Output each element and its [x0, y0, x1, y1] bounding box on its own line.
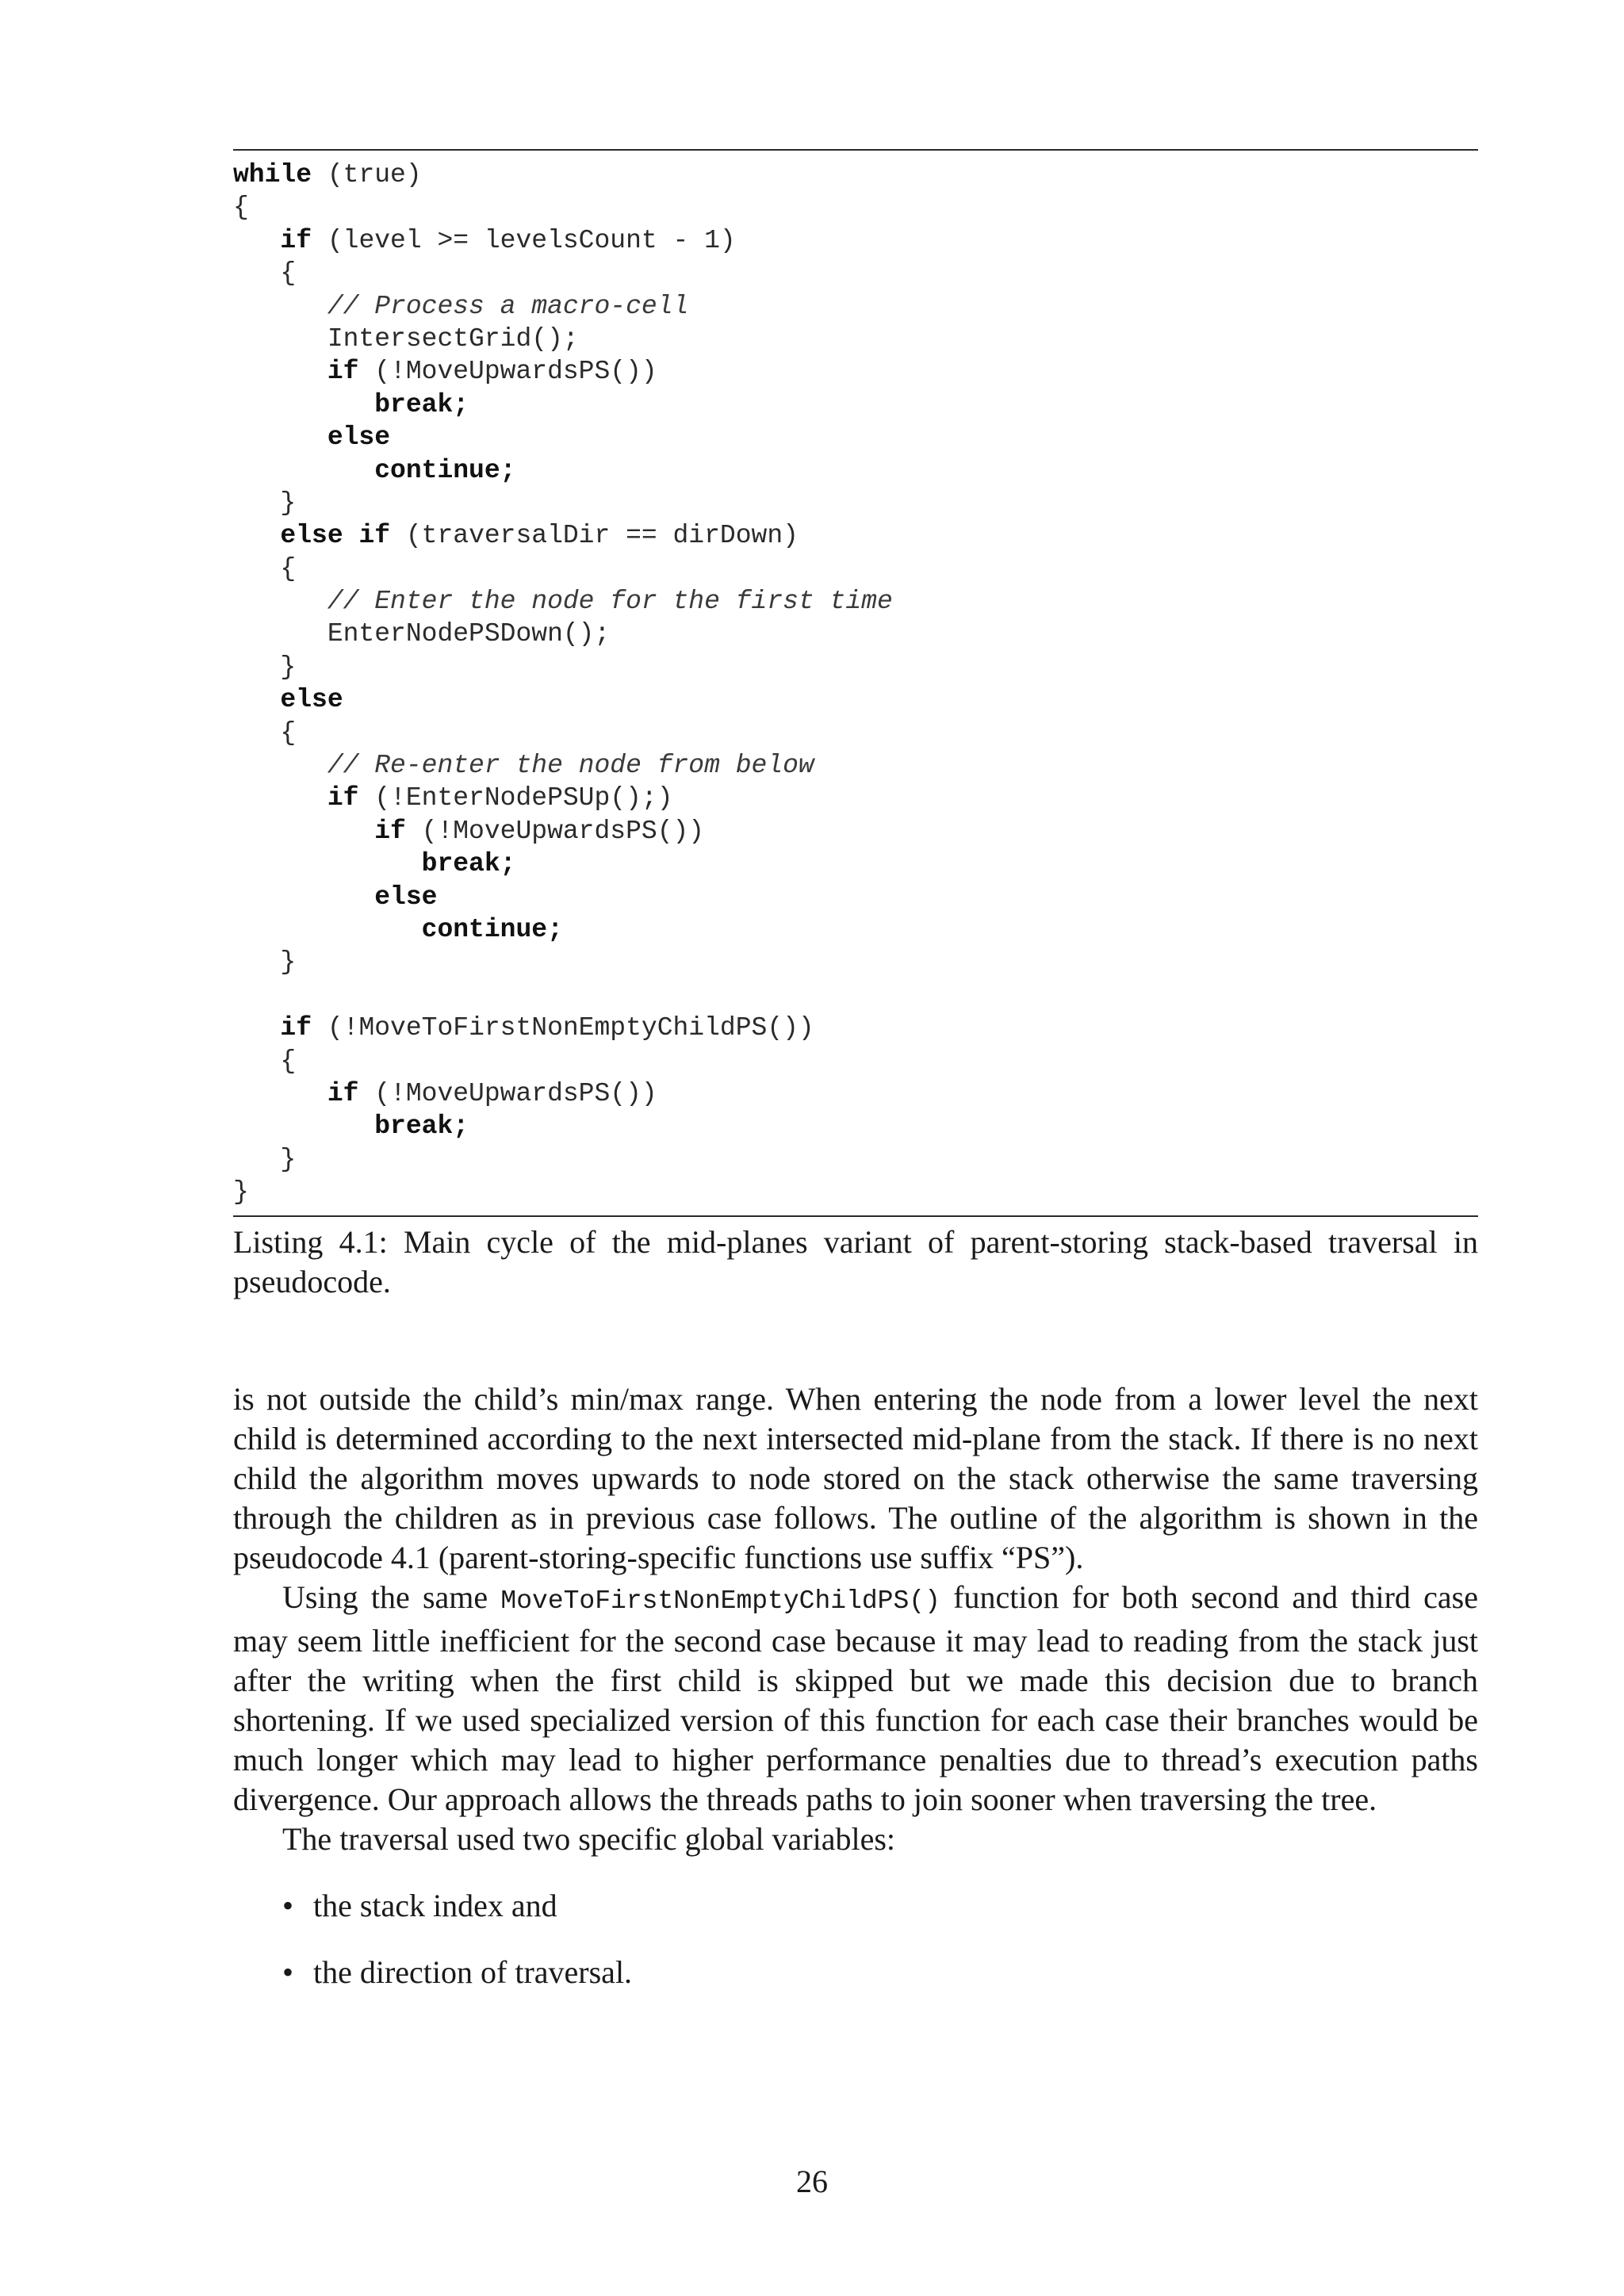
code-keyword: if — [327, 783, 359, 813]
code-line — [233, 651, 1478, 683]
list-item-text: the stack index and — [313, 1888, 557, 1923]
code-line — [233, 782, 1478, 814]
code-keyword: while — [233, 160, 312, 189]
page-number: 26 — [796, 2164, 828, 2199]
code-comment: // Re-enter the node from below — [327, 751, 814, 781]
code-line — [233, 290, 1478, 323]
code-line — [233, 1045, 1478, 1077]
code-line — [233, 749, 1478, 782]
code-line — [233, 553, 1478, 585]
code-indent — [233, 226, 280, 255]
list-item — [233, 1953, 1478, 1992]
code-indent — [233, 521, 280, 550]
code-line — [233, 519, 1478, 552]
code-text: (!MoveUpwardsPS()) — [358, 357, 657, 387]
code-line — [233, 946, 1478, 978]
code-line — [233, 585, 1478, 618]
code-indent — [233, 456, 374, 485]
listing-caption: Listing 4.1: Main cycle of the mid-planes variant of parent-storing stack-based traversal in pseudocode. — [233, 1224, 1478, 1299]
code-indent — [233, 849, 422, 878]
code-keyword: break; — [421, 849, 516, 879]
code-keyword: else — [280, 685, 343, 715]
code-text: (!EnterNodePSUp();) — [358, 783, 673, 813]
code-keyword: else — [374, 882, 438, 912]
code-indent — [233, 718, 280, 748]
code-text: } — [233, 1177, 249, 1207]
code-line — [233, 979, 1478, 1012]
code-line — [233, 618, 1478, 650]
code-indent — [233, 1079, 327, 1108]
code-line — [233, 1176, 1478, 1208]
code-indent — [233, 751, 327, 780]
code-line — [233, 881, 1478, 913]
inline-code-function-name: MoveToFirstNonEmptyChildPS() — [500, 1586, 940, 1616]
code-keyword: if — [280, 225, 312, 255]
code-indent — [233, 357, 327, 386]
code-line — [233, 257, 1478, 289]
code-text: IntersectGrid(); — [327, 323, 579, 354]
code-line — [233, 913, 1478, 946]
code-text: (!MoveToFirstNonEmptyChildPS()) — [312, 1013, 814, 1043]
code-indent — [233, 423, 327, 452]
code-text: } — [280, 1144, 297, 1174]
code-text: { — [280, 258, 297, 289]
list-item-text: the direction of traversal. — [313, 1954, 633, 1990]
list-item — [233, 1886, 1478, 1926]
code-line — [233, 1110, 1478, 1142]
code-text: (true) — [312, 160, 422, 189]
code-indent — [233, 258, 280, 288]
code-indent — [233, 652, 280, 682]
code-text: } — [280, 947, 297, 978]
code-indent — [233, 488, 280, 518]
code-line — [233, 388, 1478, 421]
code-line — [233, 159, 1478, 191]
code-text: } — [280, 652, 297, 682]
code-line — [233, 421, 1478, 453]
paragraph-2 — [233, 1578, 1478, 1820]
paragraph-2-start: Using the same — [282, 1579, 501, 1615]
code-text: (!MoveUpwardsPS()) — [405, 816, 705, 846]
code-text: (traversalDir == dirDown) — [390, 521, 799, 551]
code-text: { — [280, 1046, 297, 1076]
code-keyword: continue; — [374, 455, 516, 485]
code-keyword: if — [280, 1013, 312, 1043]
code-line — [233, 1012, 1478, 1044]
code-line — [233, 683, 1478, 716]
bullet-icon: • — [282, 1954, 294, 1990]
code-listing — [233, 159, 1478, 1209]
code-text: { — [280, 718, 297, 748]
code-comment: // Process a macro-cell — [327, 291, 689, 321]
code-indent — [233, 587, 327, 616]
code-text: (!MoveUpwardsPS()) — [358, 1078, 657, 1108]
paragraph-3: The traversal used two specific global variables: — [282, 1821, 896, 1857]
code-indent — [233, 1112, 374, 1141]
code-indent — [233, 619, 327, 649]
code-indent — [233, 817, 374, 846]
code-indent — [233, 783, 327, 813]
code-line — [233, 191, 1478, 224]
code-keyword: if — [327, 357, 359, 387]
code-indent — [233, 915, 422, 944]
code-line — [233, 454, 1478, 487]
code-text: { — [233, 193, 249, 223]
code-text: (level >= levelsCount - 1) — [312, 225, 736, 255]
code-text: EnterNodePSDown(); — [327, 619, 611, 649]
code-keyword: break; — [374, 1112, 469, 1142]
paragraph-2-end: function for both second and third case may seem little inefficient for the second case because it may lead to reading from the stack just after the writing when the first child is skipped but we made this decision due to branch shortening. If we used specialized version of this function for each case their branches would be much longer which may lead to higher performance penalties due to thread’s execution paths divergence. Our approach allows the threads paths to join sooner when traversing the tree. — [233, 1579, 1478, 1817]
code-line — [233, 224, 1478, 257]
listing-top-rule — [233, 149, 1478, 151]
code-indent — [233, 685, 280, 714]
code-line — [233, 1077, 1478, 1110]
body-text — [233, 1380, 1478, 2019]
code-line — [233, 487, 1478, 519]
code-line — [233, 717, 1478, 749]
code-keyword: continue; — [421, 914, 563, 944]
code-text: { — [280, 553, 297, 584]
code-indent — [233, 292, 327, 321]
bullet-icon: • — [282, 1888, 294, 1923]
code-indent — [233, 1047, 280, 1076]
paragraph-1: is not outside the child’s min/max range. When entering the node from a lower level the next child is determined according to the next intersected mid-plane from the stack. If there is no next child the algorithm moves upwards to node stored on the stack otherwise the same traversing through the children as in previous case follows. The outline of the algorithm is shown in the pseudocode 4.1 (parent-storing-specific functions use suffix “PS”). — [233, 1381, 1478, 1575]
code-indent — [233, 947, 280, 977]
code-line — [233, 355, 1478, 388]
code-keyword: if — [374, 816, 406, 846]
code-keyword: break; — [374, 389, 469, 419]
code-indent — [233, 882, 374, 912]
code-indent — [233, 390, 374, 419]
code-line — [233, 815, 1478, 848]
code-indent — [233, 554, 280, 584]
code-line — [233, 848, 1478, 880]
bullet-list — [233, 1886, 1478, 1992]
code-comment: // Enter the node for the first time — [327, 587, 893, 617]
listing-bottom-rule — [233, 1215, 1478, 1217]
code-keyword: else if — [280, 521, 391, 551]
code-indent — [233, 1013, 280, 1043]
code-keyword: else — [327, 423, 391, 453]
code-text: } — [280, 488, 297, 518]
code-keyword: if — [327, 1078, 359, 1108]
code-line — [233, 323, 1478, 355]
code-line — [233, 1143, 1478, 1176]
code-indent — [233, 324, 327, 354]
code-indent — [233, 1145, 280, 1174]
